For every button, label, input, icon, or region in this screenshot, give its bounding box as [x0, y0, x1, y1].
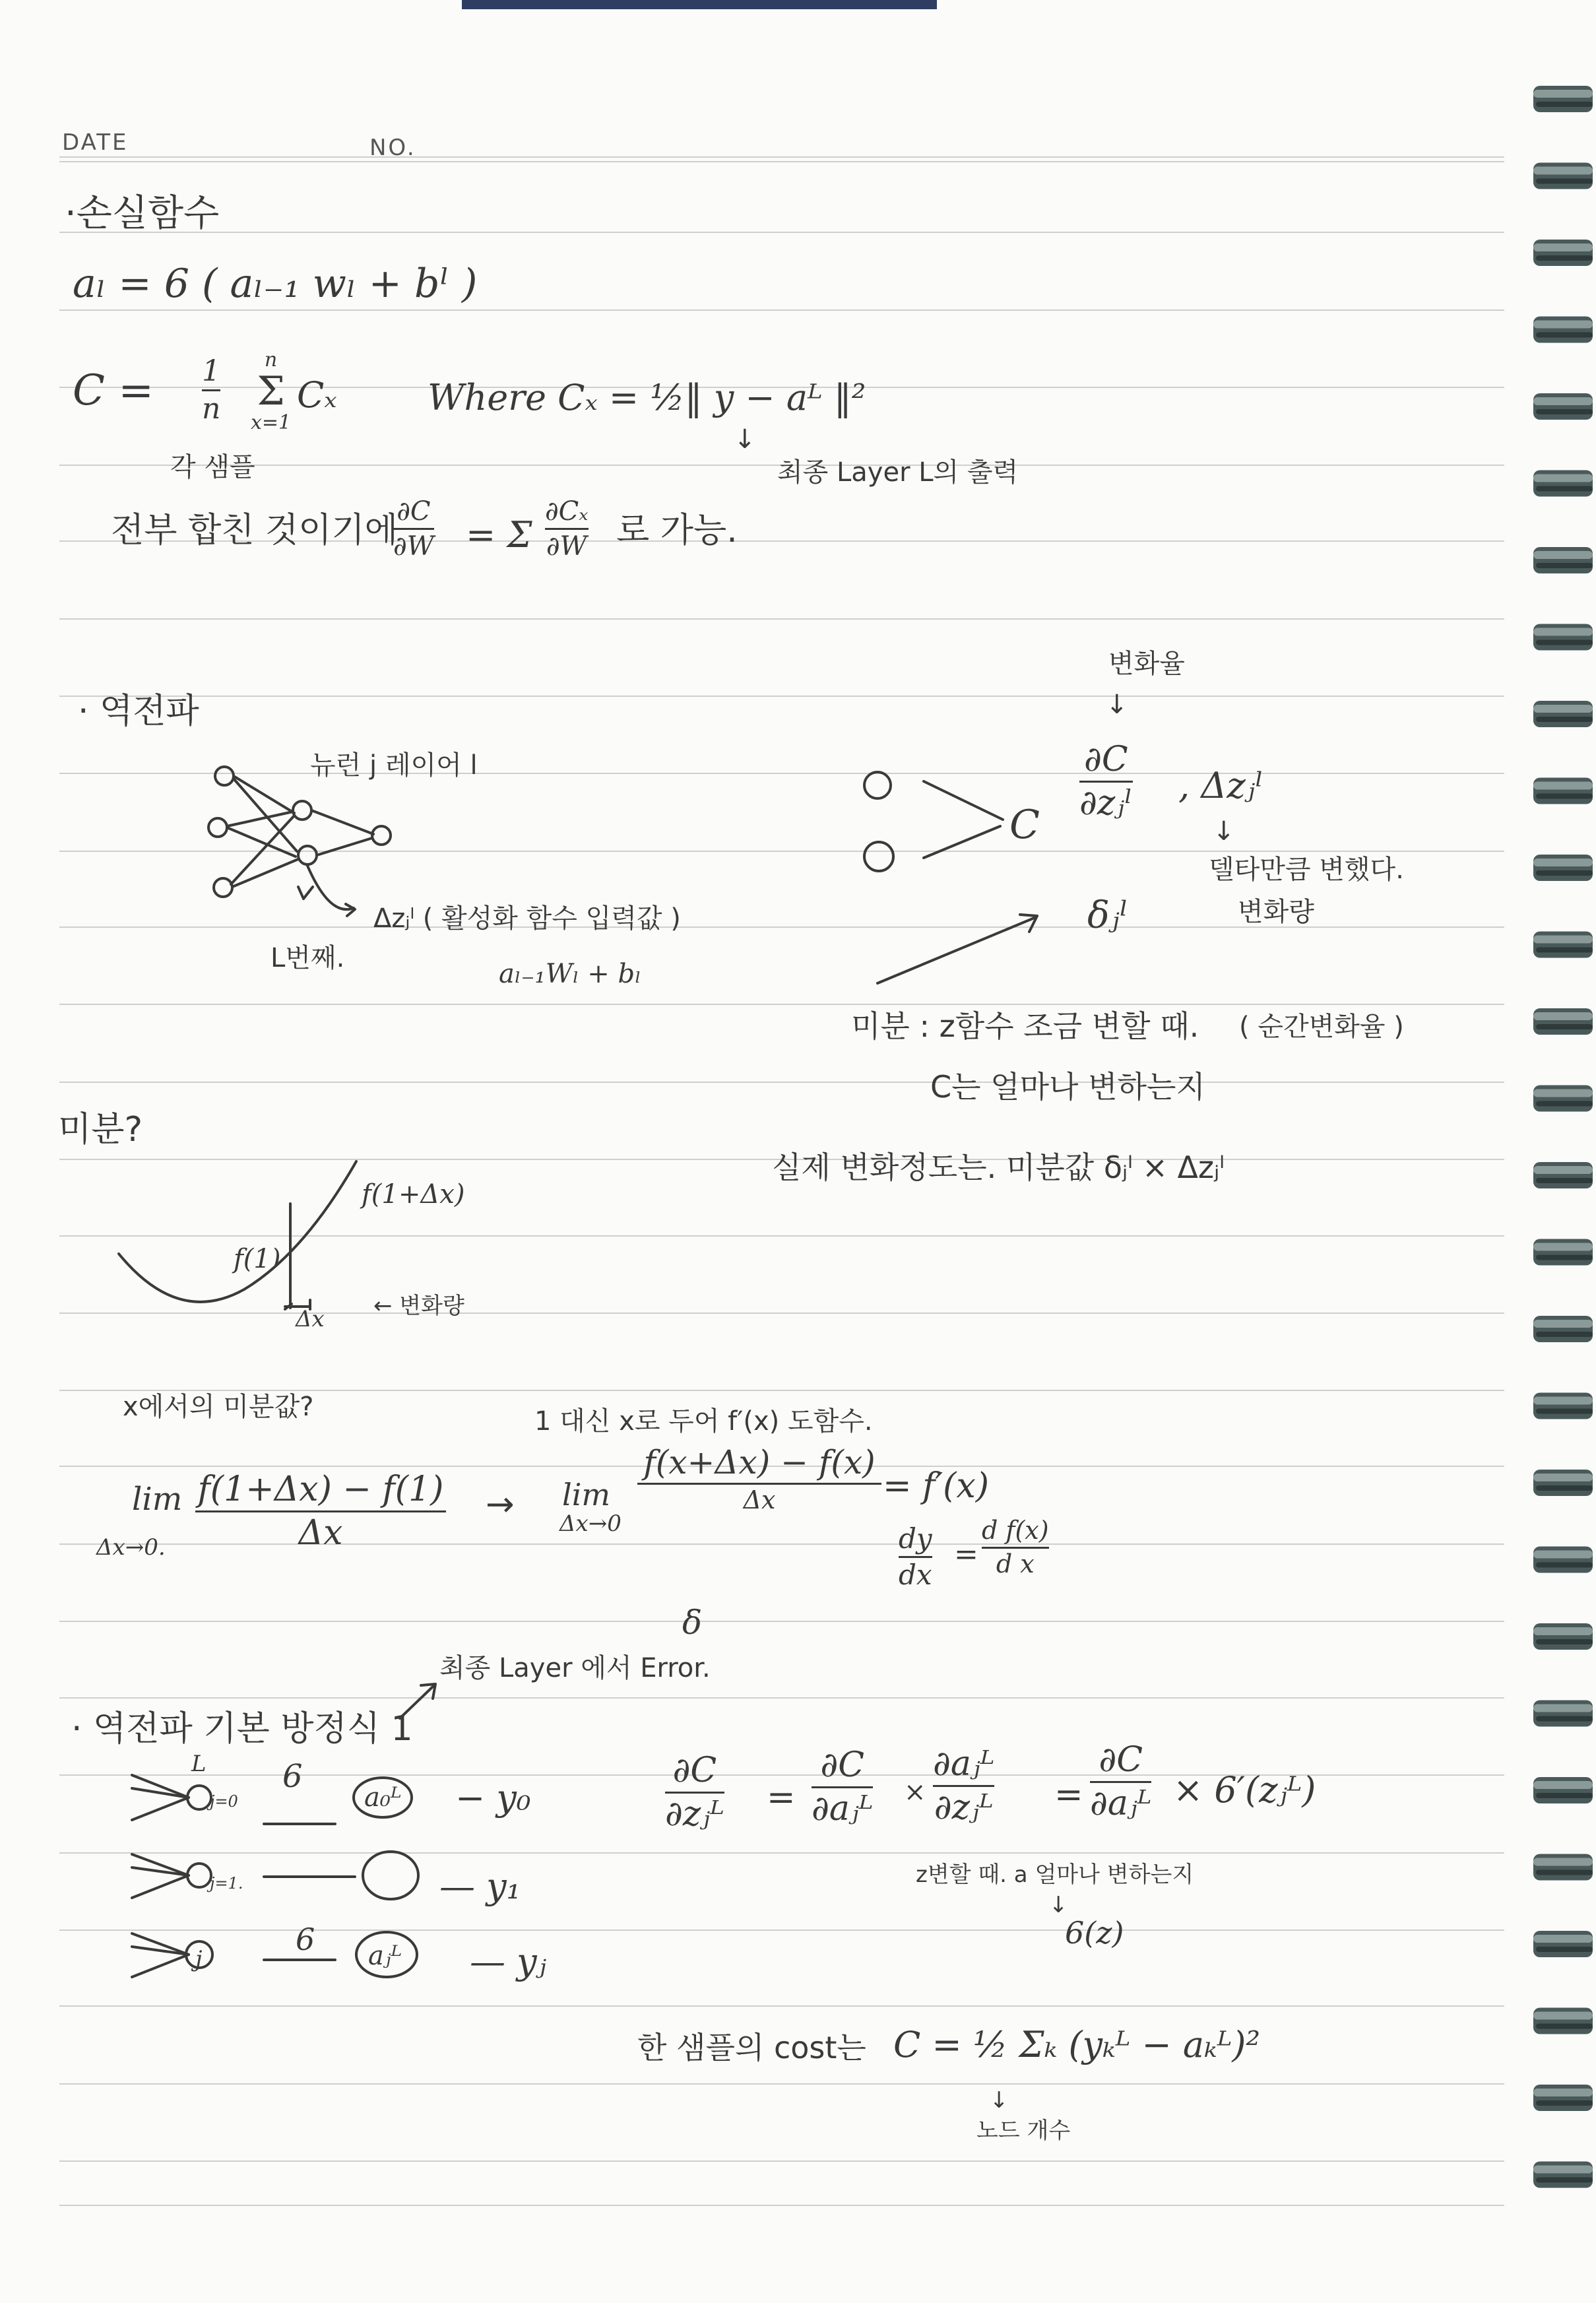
- spiral-coil: [1533, 1008, 1593, 1035]
- spiral-coil: [1533, 1393, 1593, 1419]
- z-formula: aₗ₋₁Wₗ + bₗ: [499, 959, 641, 989]
- spiral-coil: [1533, 1701, 1593, 1727]
- backprop-title: · 역전파: [78, 692, 199, 731]
- dcx-num: ∂Cₓ: [545, 496, 589, 527]
- spiral-coil: [1533, 1239, 1593, 1266]
- chain-d1: ∂zⱼᴸ: [665, 1794, 724, 1834]
- actual-change-note: 실제 변화정도는. 미분값 δⱼˡ × Δzⱼˡ: [772, 1150, 1225, 1185]
- dc-den: ∂W: [393, 531, 434, 562]
- activation-equation: aₗ = 6 ( aₗ₋₁ wₗ + bˡ ): [73, 261, 478, 307]
- lim1-num: f(1+Δx) − f(1): [197, 1470, 444, 1509]
- spiral-coil: [1533, 1547, 1593, 1573]
- df-eq: =: [954, 1538, 978, 1571]
- dc-num: ∂C: [397, 496, 431, 527]
- samples-note: 각 샘플: [170, 452, 255, 482]
- spiral-coil: [1533, 2162, 1593, 2188]
- row0-sigma: 6: [282, 1758, 303, 1795]
- lim1-den: Δx: [298, 1512, 343, 1553]
- change-rate-arrow: ↓: [1106, 690, 1128, 720]
- fraction-bar: [899, 1556, 932, 1558]
- spiral-coil: [1533, 701, 1593, 727]
- fraction-bar: [202, 389, 220, 391]
- dcx-den: ∂W: [546, 531, 587, 562]
- loss-title: ·손실함수: [65, 192, 220, 235]
- spiral-coil: [1533, 932, 1593, 958]
- delta-mark: δ: [682, 1604, 703, 1642]
- row1-index: j=1.: [210, 1874, 243, 1893]
- lim2: lim: [562, 1477, 611, 1512]
- dy-dx-fraction: [899, 1524, 932, 1590]
- sum-symbol: Σ: [257, 368, 285, 414]
- instant-rate: ( 순간변화율 ): [1239, 1012, 1404, 1042]
- chain-d2: ∂aⱼᴸ: [812, 1788, 874, 1829]
- chain-eq1: =: [767, 1778, 796, 1817]
- fraction-bar: [982, 1547, 1049, 1549]
- lth-label: L번째.: [271, 943, 345, 973]
- spiral-coil: [1533, 855, 1593, 881]
- fraction-bar: [812, 1786, 873, 1788]
- spiral-coil: [1533, 2085, 1593, 2111]
- spiral-binding: [1529, 79, 1596, 2217]
- chain-frac-4: [1090, 1742, 1151, 1821]
- sum-top: n: [264, 348, 278, 372]
- lim2-sub: Δx→0: [559, 1510, 622, 1537]
- derivative-question: x에서의 미분값?: [123, 1392, 314, 1422]
- sigma-z: 6(z): [1065, 1915, 1124, 1951]
- lim1: lim: [132, 1481, 183, 1518]
- chain-tail: × 6′(zⱼᴸ): [1173, 1769, 1316, 1811]
- spiral-coil: [1533, 317, 1593, 343]
- sample-cost-label: 한 샘플의 cost는: [637, 2030, 866, 2065]
- delta-z-label: Δzⱼˡ ( 활성화 함수 입력값 ): [373, 903, 681, 934]
- dc-dz-den: ∂zⱼˡ: [1079, 783, 1133, 823]
- spiral-coil: [1533, 2008, 1593, 2034]
- chain-frac-1: [665, 1753, 724, 1832]
- dc-dz-num: ∂C: [1083, 740, 1128, 779]
- final-layer-arrow: ↓: [734, 424, 756, 455]
- spiral-coil: [1533, 624, 1593, 651]
- delta-change-note: 델타만큼 변했다.: [1209, 855, 1404, 885]
- no-label: NO.: [369, 135, 416, 161]
- spiral-coil: [1533, 1777, 1593, 1803]
- chain-d4: ∂aⱼᴸ: [1090, 1783, 1152, 1823]
- final-error-note: 최종 Layer 에서 Error.: [439, 1653, 711, 1683]
- c-change-note: C는 얼마나 변하는지: [930, 1069, 1205, 1105]
- layer-label: L: [191, 1751, 207, 1777]
- chain-n4: ∂C: [1099, 1740, 1143, 1780]
- dc-eq-mid: = Σ: [466, 514, 532, 556]
- fraction-bar: [545, 528, 589, 530]
- spiral-coil: [1533, 1086, 1593, 1112]
- cost-summation: [251, 350, 291, 433]
- where-equation: Where Cₓ = ½‖ y − aᴸ ‖²: [428, 377, 866, 418]
- spiral-coil: [1533, 1854, 1593, 1881]
- fraction-bar: [1079, 781, 1133, 783]
- f-x-plus-label: f(1+Δx): [362, 1179, 465, 1210]
- chain-frac-2: [812, 1747, 873, 1827]
- row0-a: a₀ᴸ: [364, 1782, 402, 1813]
- spiral-coil: [1533, 1623, 1593, 1650]
- rowj-index: j: [195, 1946, 203, 1972]
- fraction-bar: [637, 1483, 881, 1485]
- spiral-coil: [1533, 240, 1593, 266]
- small-arrow: ↓: [1213, 816, 1235, 847]
- fraction-bar: [195, 1510, 446, 1512]
- dcx-dw-fraction: [545, 498, 589, 560]
- fraction-bar: [665, 1792, 724, 1794]
- spiral-coil: [1533, 778, 1593, 804]
- lim1-sub: Δx→0.: [96, 1534, 166, 1561]
- change-rate-label: 변화율: [1108, 649, 1185, 679]
- node-count-arrow: ↓: [990, 2087, 1009, 2114]
- cost-lhs: C =: [73, 366, 154, 415]
- dc-dw-fraction: [393, 498, 434, 560]
- fraction-bar: [393, 528, 434, 530]
- row0-index: j=0: [210, 1792, 238, 1811]
- chain-n2: ∂C: [820, 1745, 865, 1785]
- derivative-note: 미분 : z함수 조금 변할 때.: [851, 1008, 1199, 1044]
- lim2-result: = f′(x): [883, 1466, 990, 1506]
- df-dx-fraction: [982, 1518, 1049, 1578]
- change-amount: 변화량: [1238, 897, 1314, 927]
- equation1-title: · 역전파 기본 방정식 1: [71, 1709, 413, 1749]
- cost-term: Cₓ: [297, 374, 337, 416]
- implies-arrow: →: [486, 1485, 515, 1524]
- lim1-fraction: [195, 1472, 446, 1551]
- spiral-coil: [1533, 547, 1593, 573]
- chain-frac-3: [933, 1746, 994, 1825]
- cost-fraction: [202, 356, 220, 424]
- chain-n1: ∂C: [672, 1751, 717, 1790]
- cost-frac-num: 1: [202, 354, 221, 388]
- sum-bottom: x=1: [251, 410, 292, 434]
- spiral-coil: [1533, 1162, 1593, 1188]
- sample-cost-equation: C = ½ Σₖ (yₖᴸ − aₖᴸ)²: [893, 2024, 1261, 2065]
- chain-times: ×: [904, 1777, 926, 1807]
- spiral-coil: [1533, 163, 1593, 189]
- lim2-den: Δx: [743, 1485, 776, 1514]
- output-layer-connections: [257, 1768, 851, 1993]
- derivative-title: 미분?: [58, 1110, 143, 1150]
- spiral-coil: [1533, 1470, 1593, 1496]
- fraction-bar: [1090, 1781, 1151, 1783]
- z-change-note: z변할 때. a 얼마나 변하는지: [916, 1862, 1194, 1888]
- df-num: d f(x): [982, 1516, 1049, 1545]
- fraction-bar: [933, 1785, 994, 1787]
- rowj-a: aⱼᴸ: [368, 1941, 402, 1971]
- df-den: d x: [996, 1549, 1035, 1578]
- row0-y: − y₀: [455, 1777, 531, 1819]
- final-layer-note: 최종 Layer L의 출력: [777, 457, 1019, 488]
- substitute-note: 1 대신 x로 두어 f′(x) 도함수.: [534, 1406, 873, 1437]
- spiral-coil: [1533, 470, 1593, 497]
- neuron-layer-label: 뉴런 j 레이어 l: [310, 750, 478, 781]
- delta-symbol: δⱼˡ: [1087, 894, 1129, 937]
- lim2-fraction: [637, 1445, 881, 1513]
- rowj-y: — yⱼ: [470, 1941, 546, 1982]
- rowj-sigma: 6: [296, 1922, 315, 1957]
- f-1-label: f(1): [234, 1244, 281, 1274]
- spiral-coil: [1533, 86, 1593, 112]
- chain-eq2: =: [1054, 1775, 1083, 1815]
- dy-num: dy: [899, 1522, 932, 1555]
- lim2-num: f(x+Δx) − f(x): [643, 1443, 876, 1481]
- z-change-arrow: ↓: [1049, 1892, 1068, 1918]
- cost-node: C: [1009, 802, 1040, 848]
- delta-z-right: , Δzⱼˡ: [1178, 765, 1264, 806]
- chain-d3: ∂zⱼᴸ: [934, 1787, 994, 1827]
- node-count-note: 노드 개수: [976, 2118, 1071, 2144]
- spiral-coil: [1533, 1316, 1593, 1342]
- sum-note-suffix: 로 가능.: [616, 511, 738, 550]
- spiral-coil: [1533, 393, 1593, 420]
- cost-node-sketch: [851, 759, 1075, 990]
- cost-frac-den: n: [202, 392, 221, 426]
- change-amount-arrow: ← 변화량: [373, 1293, 464, 1319]
- date-label: DATE: [62, 129, 129, 156]
- chain-n3: ∂aⱼᴸ: [933, 1744, 995, 1784]
- sum-note-prefix: 전부 합친 것이기에: [111, 511, 398, 550]
- delta-x-label: Δx: [296, 1306, 325, 1332]
- dc-dz-fraction: [1079, 742, 1133, 821]
- dy-den: dx: [899, 1559, 932, 1592]
- row1-y: — y₁: [439, 1865, 521, 1907]
- spiral-coil: [1533, 1931, 1593, 1957]
